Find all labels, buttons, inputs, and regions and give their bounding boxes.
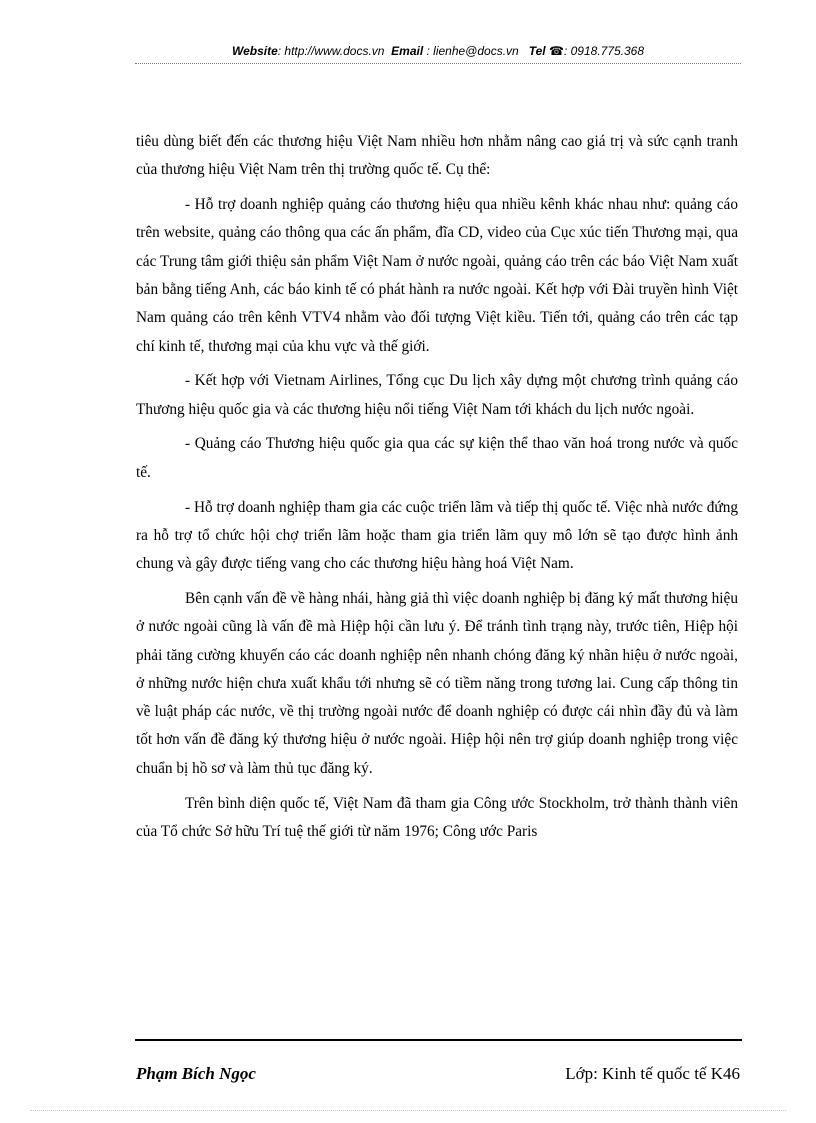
email-label: Email (391, 44, 424, 58)
paragraph: - Hỗ trợ doanh nghiệp tham gia các cuộc triển lãm và tiếp thị quốc tế. Việc nhà nước đứng ra hỗ trợ tổ chức hội chợ triển lãm hoặc tham gia triển lãm quy mô lớn sẽ tạo được hình ảnh chung và gây được tiếng vang cho các thương hiệu hàng hoá Việt Nam. (136, 498, 738, 573)
paragraph: - Hỗ trợ doanh nghiệp quảng cáo thương hiệu qua nhiều kênh khác nhau như: quảng cáo trên website, quảng cáo thông qua các ấn phẩm, đĩa CD, video của Cục xúc tiến Thương mại, qua các Trung tâm giới thiệu sản phẩm Việt Nam ở nước ngoài, quảng cáo trên các báo Việt Nam xuất bản bằng tiếng Anh, các báo kinh tế có phát hành ra nước ngoài. Kết hợp với Đài truyền hình Việt Nam quảng cáo trên kênh VTV4 nhằm vào đối tượng Việt kiều. Tiến tới, quảng cáo trên các tạp chí kinh tế, thương mại của khu vực và thế giới. (136, 196, 738, 355)
footer-author: Phạm Bích Ngọc (136, 1064, 256, 1083)
footer-divider (135, 1039, 742, 1041)
paragraph: Trên bình diện quốc tế, Việt Nam đã tham gia Công ước Stockholm, trở thành thành viên của Tổ chức Sở hữu Trí tuệ thế giới từ năm 1976; Công ước Paris (136, 794, 738, 840)
email-value: : lienhe@docs.vn (423, 44, 519, 58)
tel-label: Tel (528, 44, 546, 58)
header-divider (135, 63, 741, 64)
document-body (136, 128, 738, 853)
page-bottom-divider (30, 1110, 786, 1111)
page-header (135, 44, 741, 58)
footer-class: Lớp: Kinh tế quốc tế K46 (565, 1064, 740, 1083)
paragraph: tiêu dùng biết đến các thương hiệu Việt Nam nhiều hơn nhằm nâng cao giá trị và sức cạnh tranh của thương hiệu Việt Nam trên thị trường quốc tế. Cụ thể: (136, 133, 738, 179)
website-value: : http://www.docs.vn (277, 44, 385, 58)
website-label: Website (231, 44, 278, 58)
phone-icon: ☎ (549, 44, 564, 58)
tel-value: : 0918.775.368 (563, 44, 645, 58)
paragraph: Bên cạnh vấn đề về hàng nhái, hàng giả thì việc doanh nghiệp bị đăng ký mất thương hiệu ở nước ngoài cũng là vấn đề mà Hiệp hội cần lưu ý. Để tránh tình trạng này, trước tiên, Hiệp hội phải tăng cường khuyến cáo các doanh nghiệp nên nhanh chóng đăng ký nhãn hiệu ở nước ngoài, ở những nước hiện chưa xuất khẩu tới nhưng sẽ có tiềm năng trong tương lai. Cung cấp thông tin về luật pháp các nước, về thị trường ngoài nước để doanh nghiệp có được cái nhìn đầy đủ và làm tốt hơn vấn đề đăng ký thương hiệu ở nước ngoài. Hiệp hội nên trợ giúp doanh nghiệp trong việc chuẩn bị hồ sơ và làm thủ tục đăng ký. (136, 589, 738, 777)
paragraph: - Quảng cáo Thương hiệu quốc gia qua các sự kiện thể thao văn hoá trong nước và quốc tế. (136, 435, 738, 481)
paragraph: - Kết hợp với Vietnam Airlines, Tổng cục Du lịch xây dựng một chương trình quảng cáo Thương hiệu quốc gia và các thương hiệu nổi tiếng Việt Nam tới khách du lịch nước ngoài. (136, 372, 738, 418)
